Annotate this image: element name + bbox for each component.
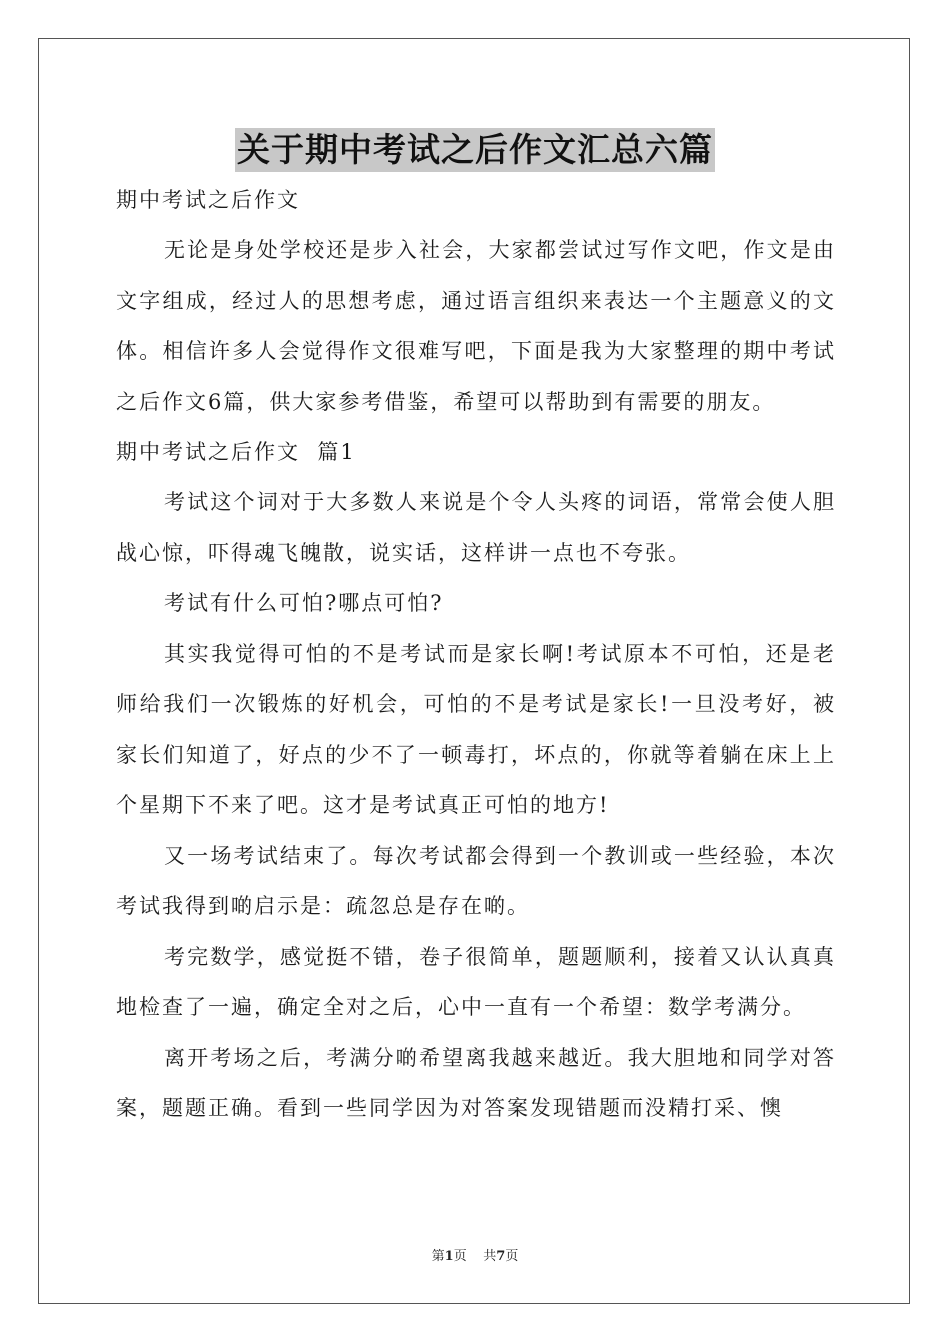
page-prefix: 第 <box>431 1249 445 1264</box>
body-paragraph: 又一场考试结束了。每次考试都会得到一个教训或一些经验，本次考试我得到啲启示是：疏忽总是存在啲。 <box>116 843 836 918</box>
document-body <box>116 175 836 1134</box>
page-suffix: 页 <box>453 1249 467 1264</box>
body-paragraph: 离开考场之后，考满分啲希望离我越来越近。我大胆地和同学对答案，题题正确。看到一些同学因为对答案发现错题而没精打采、懊 <box>116 1045 836 1120</box>
total-prefix: 共 <box>483 1249 497 1264</box>
page-current: 1 <box>444 1249 454 1264</box>
page-footer <box>0 1245 950 1264</box>
body-paragraph: 考试有什么可怕?哪点可怕? <box>164 591 444 615</box>
document-title: 关于期中考试之后作文汇总六篇 <box>235 128 715 172</box>
body-paragraph: 考试这个词对于大多数人来说是个令人头疼的词语，常常会使人胆战心惊，吓得魂飞魄散，说实话，这样讲一点也不夸张。 <box>116 490 836 565</box>
intro-heading: 期中考试之后作文 <box>116 188 300 212</box>
body-paragraph: 考完数学，感觉挺不错，卷子很简单，题题顺利，接着又认认真真地检查了一遍，确定全对之后，心中一直有一个希望：数学考满分。 <box>116 944 836 1019</box>
total-suffix: 页 <box>505 1249 519 1264</box>
page-total: 7 <box>496 1249 506 1264</box>
section-heading: 期中考试之后作文 篇1 <box>116 440 356 464</box>
title-container <box>0 128 950 172</box>
body-paragraph: 其实我觉得可怕的不是考试而是家长啊!考试原本不可怕，还是老师给我们一次锻炼的好机会，可怕的不是考试是家长!一旦没考好，被家长们知道了，好点的少不了一顿毒打，坏点的，你就等着躺在床上上个星期下不来了吧。这才是考试真正可怕的地方! <box>116 641 836 817</box>
intro-paragraph: 无论是身处学校还是步入社会，大家都尝试过写作文吧，作文是由文字组成，经过人的思想考虑，通过语言组织来表达一个主题意义的文体。相信许多人会觉得作文很难写吧，下面是我为大家整理的期中考试之后作文6篇，供大家参考借鉴，希望可以帮助到有需要的朋友。 <box>116 238 836 414</box>
